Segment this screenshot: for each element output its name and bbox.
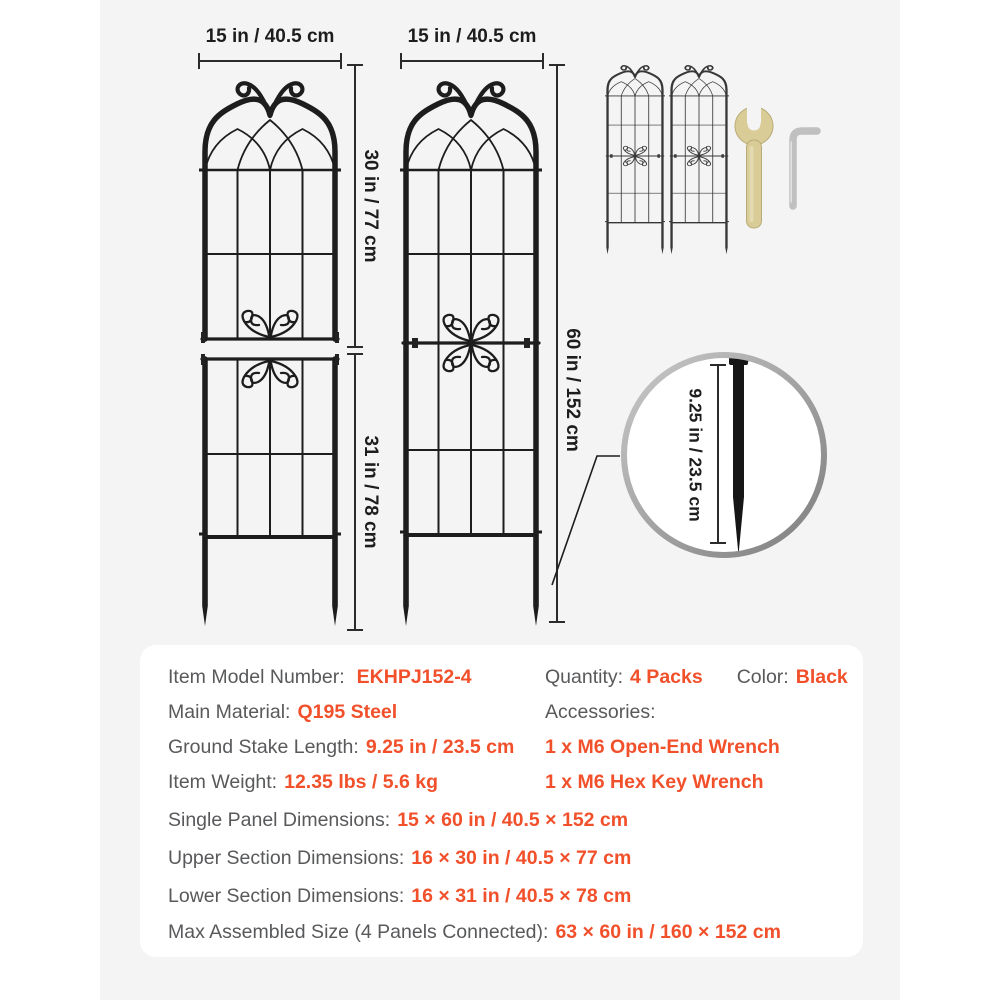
spec-label: Quantity:: [545, 666, 624, 688]
spec-row-accessory-2: [545, 769, 764, 795]
spec-row-weight: [168, 769, 438, 795]
spec-value: 63 × 60 in / 160 × 152 cm: [555, 921, 781, 943]
spec-value: 1 x M6 Open-End Wrench: [545, 736, 780, 758]
spec-label: Main Material:: [168, 701, 291, 723]
spec-value: EKHPJ152-4: [356, 666, 472, 688]
spec-row-single-panel: [168, 807, 628, 833]
total-height-label: 60 in / 152 cm: [562, 328, 583, 452]
spec-value: 4 Packs: [630, 666, 703, 688]
spec-row-accessory-1: [545, 734, 780, 760]
spec-value: Q195 Steel: [297, 701, 398, 723]
spec-value: 9.25 in / 23.5 cm: [365, 736, 515, 758]
spec-value: 12.35 lbs / 5.6 kg: [284, 771, 439, 793]
spec-label: Upper Section Dimensions:: [168, 847, 405, 869]
spec-row-quantity-color: [545, 664, 848, 690]
spec-label: Item Weight:: [168, 771, 278, 793]
spec-label: Max Assembled Size (4 Panels Connected):: [168, 921, 549, 943]
spec-label: Ground Stake Length:: [168, 736, 359, 758]
spec-label: Accessories:: [545, 701, 656, 723]
spec-row-material: [168, 699, 397, 725]
stake-length-label: 9.25 in / 23.5 cm: [685, 388, 706, 522]
spec-row-model: [168, 664, 472, 690]
hex-key-icon: [784, 122, 820, 214]
lower-height-label: 31 in / 78 cm: [360, 435, 381, 549]
mini-panel-1: [605, 57, 665, 255]
trellis-lower-section: [199, 354, 341, 630]
spec-row-upper-section: [168, 845, 631, 871]
spec-row-accessories: [545, 699, 656, 725]
spec-label: Item Model Number:: [168, 666, 345, 688]
mini-panel-2: [669, 57, 729, 255]
stake-detail-circle: [612, 345, 836, 569]
spec-value: 1 x M6 Hex Key Wrench: [545, 771, 764, 793]
trellis-full-panel: [400, 58, 542, 628]
spec-value: Black: [795, 666, 848, 688]
upper-height-label: 30 in / 77 cm: [360, 149, 381, 263]
content-stage: [100, 0, 900, 1000]
spec-label: Single Panel Dimensions:: [168, 809, 391, 831]
spec-value: 16 × 31 in / 40.5 × 78 cm: [411, 885, 632, 907]
spec-value: 16 × 30 in / 40.5 × 77 cm: [411, 847, 632, 869]
spec-row-lower-section: [168, 883, 631, 909]
spec-label: Color:: [736, 666, 789, 688]
spec-value: 15 × 60 in / 40.5 × 152 cm: [397, 809, 629, 831]
open-end-wrench-icon: [730, 100, 778, 230]
spec-row-stake-length: [168, 734, 514, 760]
stake-leader-line: [552, 456, 620, 585]
spec-label: Lower Section Dimensions:: [168, 885, 405, 907]
panel1-width-label: 15 in / 40.5 cm: [205, 26, 335, 47]
trellis-upper-section: [199, 58, 341, 345]
panel2-width-label: 15 in / 40.5 cm: [407, 26, 537, 47]
spec-row-max-assembled: [168, 919, 781, 945]
spec-panel: [140, 645, 863, 957]
